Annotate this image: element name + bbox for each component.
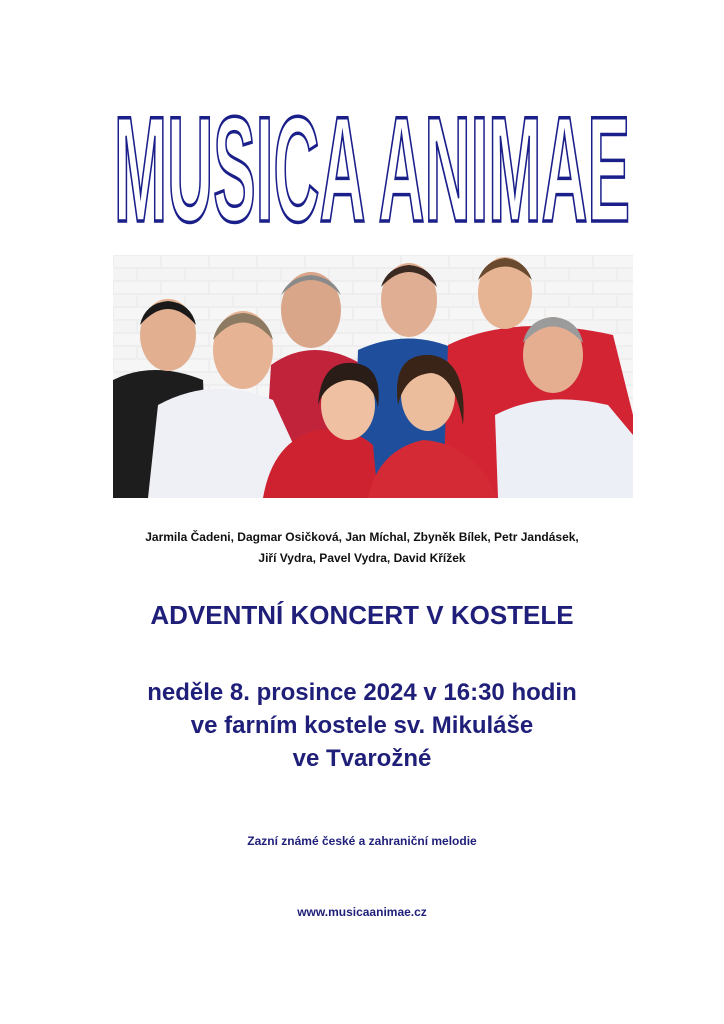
event-place: ve Tvarožné: [292, 745, 432, 772]
title-logo: [110, 95, 634, 230]
event-details: [0, 676, 724, 775]
website-link[interactable]: www.musicaanimae.cz: [297, 905, 427, 919]
event-venue: ve farním kostele sv. Mikuláše: [190, 712, 534, 739]
concert-headline: ADVENTNÍ KONCERT V KOSTELE: [150, 600, 574, 630]
members-line-1: Jarmila Čadeni, Dagmar Osičková, Jan Míchal, Zbyněk Bílek, Petr Jandásek,: [145, 530, 579, 544]
members-line-2: Jiří Vydra, Pavel Vydra, David Křížek: [258, 551, 466, 565]
members-list: [62, 527, 662, 569]
event-date-time: neděle 8. prosince 2024 v 16:30 hodin: [147, 679, 577, 706]
melodie-note: Zazní známé české a zahraniční melodie: [247, 834, 477, 848]
band-photo: [113, 255, 633, 498]
band-title: MUSICA ANIMAE: [114, 95, 630, 230]
